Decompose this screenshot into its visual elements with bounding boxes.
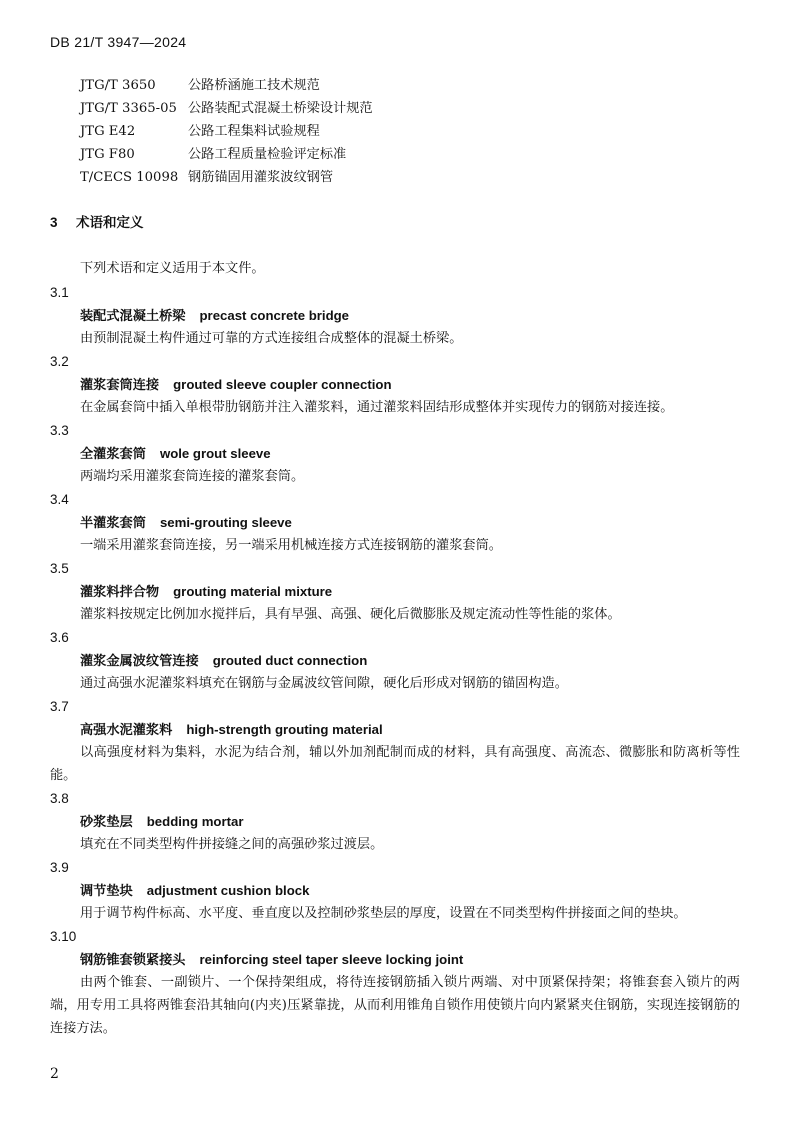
term-name-en: high-strength grouting material: [186, 722, 383, 737]
term-name: [50, 649, 740, 672]
term-number: 3.3: [50, 423, 69, 438]
term-name-zh: 调节垫块: [80, 884, 133, 899]
term-number: 3.9: [50, 860, 69, 875]
document-code-header: DB 21/T 3947—2024: [50, 34, 187, 50]
term-name: [50, 810, 740, 833]
term-entry: [50, 695, 740, 787]
term-name-zh: 高强水泥灌浆料: [80, 723, 173, 738]
normative-references-list: [80, 74, 373, 189]
reference-item: [80, 143, 373, 166]
reference-title: 公路装配式混凝土桥梁设计规范: [188, 101, 373, 116]
reference-code: T/CECS 10098: [80, 170, 179, 185]
term-name-en: grouting material mixture: [173, 584, 333, 599]
term-number: 3.6: [50, 630, 69, 645]
term-name: [50, 948, 740, 971]
term-name-zh: 钢筋锥套锁紧接头: [80, 953, 186, 968]
term-name: [50, 879, 740, 902]
reference-code: JTG/T 3650: [80, 78, 156, 93]
term-entry: [50, 787, 740, 856]
term-definition: 以高强度材料为集料，水泥为结合剂，辅以外加剂配制而成的材料，具有高强度、高流态、微膨胀和防离析等性能。: [50, 745, 740, 783]
reference-title: 公路工程集料试验规程: [188, 124, 320, 139]
section-number: 3: [50, 215, 58, 230]
term-name: [50, 580, 740, 603]
term-definition: 由两个锥套、一副锁片、一个保持架组成，将待连接钢筋插入锁片两端、对中顶紧保持架；将锥套套入锁片的两端，用专用工具将两锥套沿其轴向(内夹)压紧靠拢，从而利用锥角自锁作用使锁片向内紧紧夹住钢筋，实现连接钢筋的连接方法。: [50, 975, 740, 1036]
term-name-zh: 全灌浆套筒: [80, 447, 146, 462]
term-name-zh: 半灌浆套筒: [80, 516, 146, 531]
reference-item: [80, 97, 373, 120]
section-title: 术语和定义: [76, 215, 144, 230]
term-definition: 填充在不同类型构件拼接缝之间的高强砂浆过渡层。: [80, 837, 384, 852]
term-name-zh: 灌浆金属波纹管连接: [80, 654, 199, 669]
term-number: 3.5: [50, 561, 69, 576]
reference-item: [80, 74, 373, 97]
reference-code: JTG/T 3365-05: [80, 101, 177, 116]
term-name: [50, 304, 740, 327]
term-name-en: bedding mortar: [146, 814, 244, 829]
term-name-zh: 灌浆套筒连接: [80, 378, 160, 393]
term-entry: [50, 281, 740, 350]
term-definition: 通过高强水泥灌浆料填充在钢筋与金属波纹管间隙，硬化后形成对钢筋的锚固构造。: [80, 676, 568, 691]
term-name-en: semi-grouting sleeve: [159, 515, 292, 530]
term-name-en: adjustment cushion block: [146, 883, 310, 898]
reference-item: [80, 120, 373, 143]
term-definition: 一端采用灌浆套筒连接，另一端采用机械连接方式连接钢筋的灌浆套筒。: [80, 538, 502, 553]
term-definition: 在金属套筒中插入单根带肋钢筋并注入灌浆料，通过灌浆料固结形成整体并实现传力的钢筋对接连接。: [80, 400, 674, 415]
term-number: 3.1: [50, 285, 69, 300]
term-number: 3.10: [50, 929, 77, 944]
term-name: [50, 511, 740, 534]
term-entry: [50, 419, 740, 488]
page-number: 2: [50, 1066, 59, 1082]
term-definition: 用于调节构件标高、水平度、垂直度以及控制砂浆垫层的厚度，设置在不同类型构件拼接面之间的垫块。: [80, 906, 687, 921]
term-name-zh: 砂浆垫层: [80, 815, 133, 830]
term-definition: 由预制混凝土构件通过可靠的方式连接组合成整体的混凝土桥梁。: [80, 331, 463, 346]
term-entry: [50, 557, 740, 626]
term-name-en: reinforcing steel taper sleeve locking joint: [199, 952, 464, 967]
term-definition: 灌浆料按规定比例加水搅拌后，具有早强、高强、硬化后微膨胀及规定流动性等性能的浆体。: [80, 607, 621, 622]
reference-title: 公路工程质量检验评定标准: [188, 147, 347, 162]
term-number: 3.4: [50, 492, 69, 507]
term-name: [50, 442, 740, 465]
term-name-en: wole grout sleeve: [159, 446, 271, 461]
term-entry: [50, 626, 740, 695]
term-entry: [50, 856, 740, 925]
reference-code: JTG F80: [80, 147, 135, 162]
term-name-en: grouted sleeve coupler connection: [173, 377, 392, 392]
term-entry: [50, 488, 740, 557]
term-name-zh: 装配式混凝土桥梁: [80, 309, 186, 324]
terms-list: [50, 281, 740, 1040]
term-entry: [50, 350, 740, 419]
term-name-en: grouted duct connection: [212, 653, 368, 668]
term-name-en: precast concrete bridge: [199, 308, 350, 323]
term-number: 3.7: [50, 699, 69, 714]
term-name: [50, 373, 740, 396]
reference-item: [80, 166, 373, 189]
reference-code: JTG E42: [80, 124, 136, 139]
reference-title: 公路桥涵施工技术规范: [188, 78, 320, 93]
term-entry: [50, 925, 740, 1040]
term-number: 3.8: [50, 791, 69, 806]
term-number: 3.2: [50, 354, 69, 369]
section-heading: [50, 211, 144, 231]
term-name-zh: 灌浆料拌合物: [80, 585, 160, 600]
section-intro: 下列术语和定义适用于本文件。: [80, 261, 265, 276]
reference-title: 钢筋锚固用灌浆波纹钢管: [188, 170, 334, 185]
term-name: [50, 718, 740, 741]
term-definition: 两端均采用灌浆套筒连接的灌浆套筒。: [80, 469, 305, 484]
